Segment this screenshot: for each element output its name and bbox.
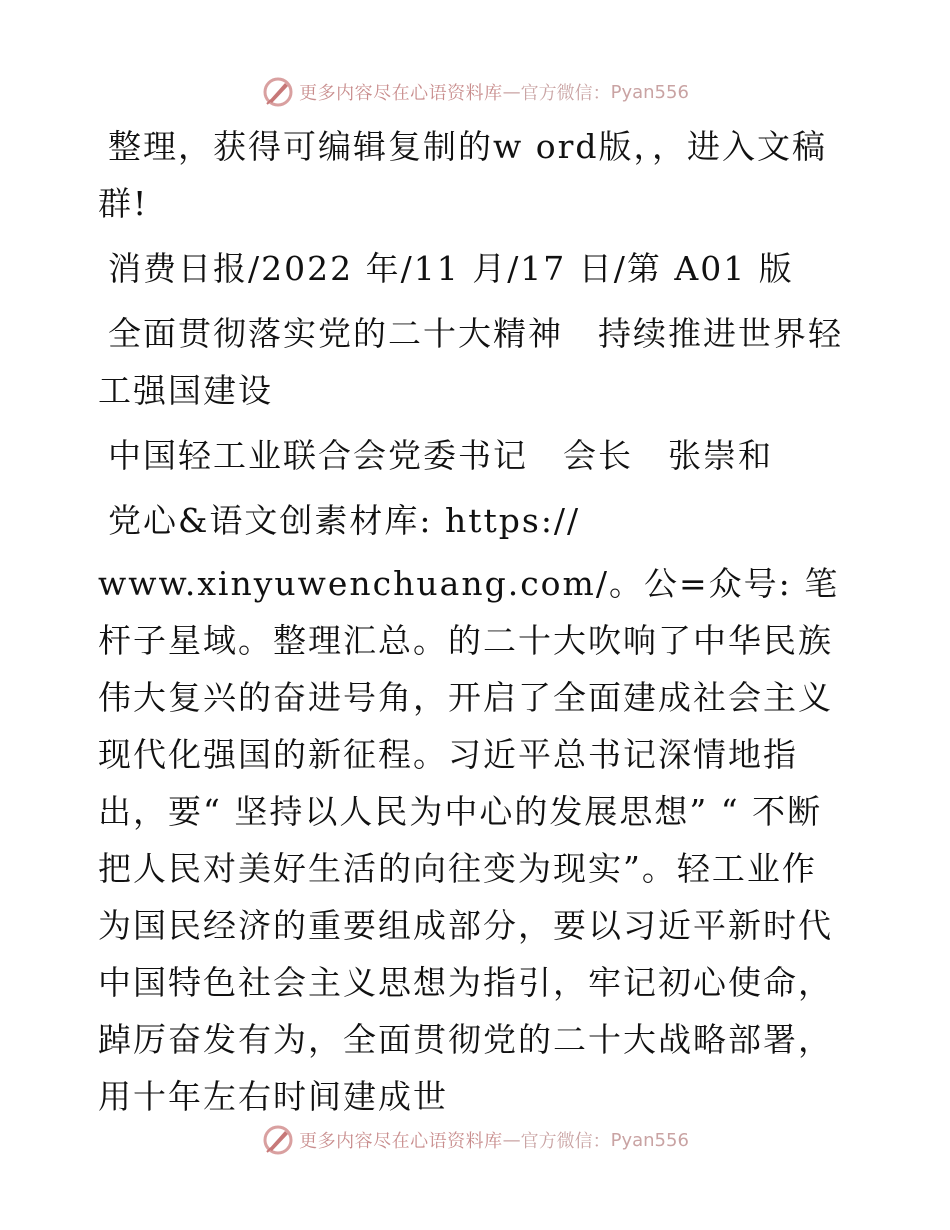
watermark-separator: — [502, 81, 521, 103]
watermark-wechat-id: Pyan556 [610, 81, 689, 103]
source-line: 党心&语文创素材库: https:// [108, 501, 581, 540]
quill-logo-icon [261, 75, 295, 109]
article-title: 全面贯彻落实党的二十大精神 持续推进世界轻工强国建设 [98, 314, 843, 410]
document-body [98, 118, 850, 1125]
author-line: 中国轻工业联合会党委书记 会长 张崇和 [108, 436, 773, 475]
watermark-wechat-label: 官方微信： [520, 83, 611, 104]
watermark-wechat-label: 官方微信： [520, 1131, 611, 1152]
watermark-brand: 更多内容尽在心语资料库 [299, 1131, 503, 1152]
watermark-wechat-id: Pyan556 [610, 1129, 689, 1151]
publication-info: 消费日报/2022 年/11 月/17 日/第 A01 版 [108, 249, 794, 288]
watermark-brand: 更多内容尽在心语资料库 [299, 83, 503, 104]
watermark-separator: — [502, 1129, 521, 1151]
article-body: www.xinyuwenchuang.com/。公=众号: 笔杆子星域。整理汇总。的二十大吹响了中华民族伟大复兴的奋进号角，开启了全面建成社会主义现代化强国的新征程。习近平总书记深情地指出，要“ 坚持以人民为中心的发展思想” “ 不断把人民对美好生活的向往变为现实”。轻工业作为国民经济的重要组成部分，要以习近平新时代中国特色社会主义思想为指引，牢记初心使命，踔厉奋发有为，全面贯彻党的二十大战略部署，用十年左右时间建成世 [98, 564, 840, 1116]
watermark-footer [0, 1120, 950, 1160]
quill-logo-icon [261, 1123, 295, 1157]
watermark-header [0, 72, 950, 112]
intro-note: 整理，获得可编辑复制的w ord版，，进入文稿群! [98, 127, 828, 223]
